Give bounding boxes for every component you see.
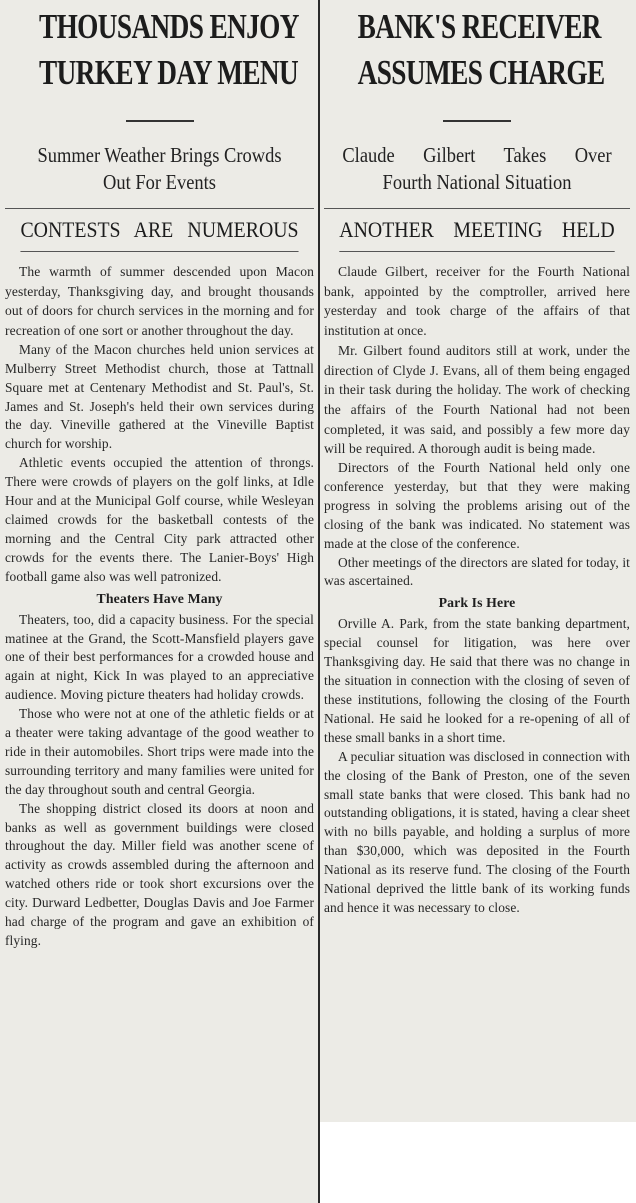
left-paragraph-2: Many of the Macon churches held union services at Mulberry Street Methodist church, those at Tattnall Square met at Centenary Methodist and St. Paul's, St. James and St. Joseph's held their own services during the day. Vineville gathered at the Vineville Baptist church for worship. (5, 341, 314, 452)
left-subhead: CONTESTS ARE NUMEROUS (20, 215, 298, 252)
right-paragraph-2: Mr. Gilbert found auditors still at work, under the direction of Clyde J. Evans, all of them being engaged in their task during the holiday. The work of checking the affairs of the Fourth National had not been completed, it was said, and possibly a few more day will be required. A thorough audit is being made. (324, 342, 630, 457)
left-deck-rule (5, 208, 314, 209)
right-subhead: ANOTHER MEETING HELD (339, 215, 614, 252)
right-deck-line-1: Claude Gilbert Takes Over (342, 143, 612, 167)
left-headline-line-1: THOUSANDS ENJOY (38, 7, 299, 46)
left-deck-line-1: Summer Weather Brings Crowds (37, 143, 282, 167)
right-paragraph-3: Directors of the Fourth National held only one conference yesterday, but that they were making progress in solving the problems arising out of the closing of the bank was indicated. No statement was made at the close of the conference. (324, 460, 630, 551)
right-headline (357, 4, 605, 96)
left-deck (24, 142, 296, 196)
right-deck-rule (324, 208, 630, 209)
right-paragraph-5: Orville A. Park, from the state banking department, special counsel for litigation, was here over Thanksgiving day. He said that there was no change in the situation in connection with the closing of seven of these institutions, following the closing of the Fourth National. He said he looked for a re-opening of all of these small banks in a short time. (324, 616, 630, 745)
right-paragraph-6: A peculiar situation was disclosed in connection with the closing of the Bank of Preston, one of the seven small state banks that were closed. This bank had no outstanding obligations, it is stated, having a clear sheet with no bills payable, and holding a surplus of more than $30,000, which was deposited in the Fourth National as its reserve fund. The closing of the Fourth National deprived the little bank of its working funds and hence it was necessary to close. (324, 748, 630, 915)
right-deck-line-2: Fourth National Situation (382, 170, 572, 194)
right-body (324, 262, 630, 918)
left-headline (38, 4, 299, 96)
left-paragraph-1: The warmth of summer descended upon Macon yesterday, Thanksgiving day, and brought thousands out of doors for church services in the morning and for recreation of one sort or another throughout the day. (5, 264, 314, 339)
right-headline-divider (443, 120, 511, 122)
left-paragraph-5: Those who were not at one of the athletic fields or at a theater were taking advantage of the good weather to ride in their automobiles. Short trips were made into the surrounding territory and many families were united for the day throughout south and central Georgia. (5, 706, 314, 797)
right-paragraph-1: Claude Gilbert, receiver for the Fourth National bank, appointed by the comptroller, arrived here yesterday and took charge of the affairs of that institution at once. (324, 264, 630, 339)
left-paragraph-4: Theaters, too, did a capacity business. For the special matinee at the Grand, the Scott-Mansfield players gave one of their best performances for a crowded house and again at night, Kick In was played to an appreciative audience. Moving picture theaters had holiday crowds. (5, 611, 314, 703)
right-headline-line-2: ASSUMES CHARGE (357, 53, 605, 92)
left-section-head: Theaters Have Many (96, 590, 223, 606)
right-article (320, 0, 636, 1122)
left-body (5, 262, 314, 951)
left-headline-divider (126, 120, 194, 122)
right-section-head: Park Is Here (438, 595, 516, 611)
right-deck (342, 142, 611, 196)
left-paragraph-6: The shopping district closed its doors at noon and banks as well as government buildings were closed throughout the day. Miller field was another scene of activity as crowds assembled during the afternoon and watched others ride or took short excursions over the city. Durward Ledbetter, Douglas Davis and Joe Farmer had charge of the program and gave an exhibition of flying. (5, 800, 314, 948)
left-headline-line-2: TURKEY DAY MENU (38, 53, 299, 92)
right-headline-line-1: BANK'S RECEIVER (357, 7, 601, 46)
right-paragraph-4: Other meetings of the directors are slated for today, it was ascertained. (324, 554, 630, 589)
left-paragraph-3: Athletic events occupied the attention of throngs. There were crowds of players on the golf links, at Idle Hour and at the Municipal Golf course, while Wesleyan claimed crowds for the basketball contests of the morning and the Central City park attracted other crowds for the events there. The Lanier-Boys' High football game also was well patronized. (5, 455, 314, 584)
left-deck-line-2: Out For Events (103, 170, 216, 194)
